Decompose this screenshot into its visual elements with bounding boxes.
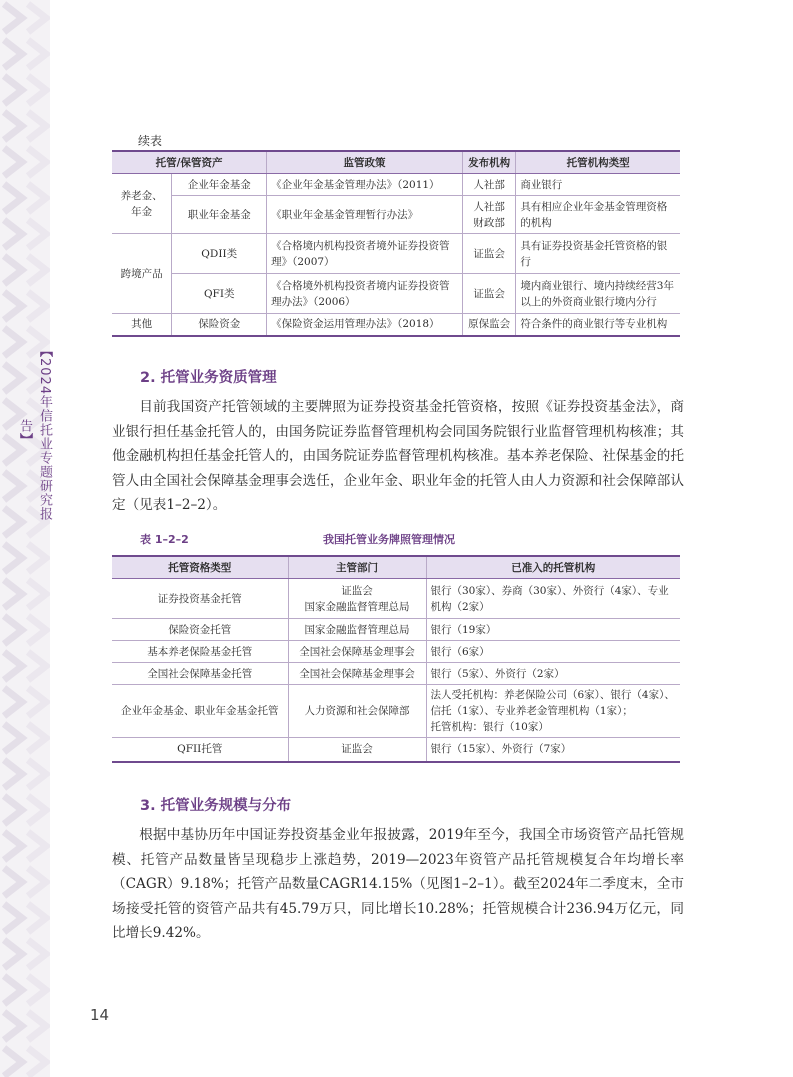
section-heading: 2. 托管业务资质管理: [140, 370, 277, 386]
column-header: 托管机构类型: [516, 151, 680, 174]
bracket-close: 】: [17, 433, 32, 447]
approved-custodians-cell: 银行（30家）、券商（30家）、外资行（4家）、专业机构（2家）: [426, 579, 680, 619]
license-type-cell: 保险资金托管: [112, 619, 288, 641]
asset-type-cell: QFI类: [172, 274, 267, 314]
issuer-cell: 原保监会: [463, 314, 516, 336]
table-row: [112, 196, 680, 234]
authority-cell: 全国社会保障基金理事会: [288, 663, 426, 685]
chevron-pattern: [0, 0, 50, 1077]
table-title: 我国托管业务牌照管理情况: [323, 533, 455, 546]
column-header: 监管政策: [267, 151, 463, 174]
table-header-row: [112, 151, 680, 174]
license-type-cell: 基本养老保险基金托管: [112, 641, 288, 663]
authority-cell: 人力资源和社会保障部: [288, 685, 426, 738]
license-type-cell: 全国社会保障基金托管: [112, 663, 288, 685]
custody-regulation-table: [112, 150, 680, 337]
column-header: 发布机构: [463, 151, 516, 174]
custodian-type-cell: 具有相应企业年金基金管理资格的机构: [516, 196, 680, 234]
table-row: [112, 738, 680, 762]
table-row: [112, 579, 680, 619]
column-header: 托管资格类型: [112, 556, 288, 579]
policy-cell: 《企业年金基金管理办法》（2011）: [267, 174, 463, 196]
table-row: [112, 663, 680, 685]
authority-cell: 国家金融监督管理总局: [288, 619, 426, 641]
authority-cell: 证监会 国家金融监督管理总局: [288, 579, 426, 619]
asset-type-cell: 保险资金: [172, 314, 267, 336]
group-cell: 跨境产品: [112, 234, 172, 314]
custodian-type-cell: 符合条件的商业银行等专业机构: [516, 314, 680, 336]
authority-cell: 全国社会保障基金理事会: [288, 641, 426, 663]
table-row: [112, 685, 680, 738]
asset-type-cell: QDII类: [172, 234, 267, 274]
report-title: 2024年信托业专题研究报告: [17, 358, 52, 522]
table-header-row: [112, 556, 680, 579]
license-type-cell: 证券投资基金托管: [112, 579, 288, 619]
custodian-type-cell: 境内商业银行、境内持续经营3年以上的外资商业银行境内分行: [516, 274, 680, 314]
bracket-open: 【: [37, 344, 52, 359]
column-header: 托管/保管资产: [112, 151, 267, 174]
decorative-side-strip: [0, 0, 50, 1077]
table-number: 表 1–2–2: [140, 533, 189, 546]
section-heading: 3. 托管业务规模与分布: [140, 798, 292, 814]
issuer-cell: 证监会: [463, 234, 516, 274]
policy-cell: 《职业年金基金管理暂行办法》: [267, 196, 463, 234]
approved-custodians-cell: 银行（19家）: [426, 619, 680, 641]
custodian-type-cell: 具有证券投资基金托管资格的银行: [516, 234, 680, 274]
policy-cell: 《合格境内机构投资者境外证券投资管理》（2007）: [267, 234, 463, 274]
group-cell: 其他: [112, 314, 172, 336]
issuer-cell: 人社部 财政部: [463, 196, 516, 234]
approved-custodians-cell: 银行（15家）、外资行（7家）: [426, 738, 680, 762]
issuer-cell: 证监会: [463, 274, 516, 314]
page-number: 14: [90, 1006, 110, 1024]
body-paragraph: 目前我国资产托管领域的主要牌照为证券投资基金托管资格，按照《证券投资基金法》，商业银行担任基金托管人的，由国务院证券监督管理机构会同国务院银行业监督管理机构核准；其他金融机构担任基金托管人的，由国务院证券监督管理机构核准。基本养老保险、社保基金的托管人由全国社会保障基金理事会选任，企业年金、职业年金的托管人由人力资源和社会保障部认定（见表1–2–2）。: [112, 399, 684, 513]
custodian-type-cell: 商业银行: [516, 174, 680, 196]
license-type-cell: QFII托管: [112, 738, 288, 762]
table-row: [112, 274, 680, 314]
policy-cell: 《合格境外机构投资者境内证券投资管理办法》（2006）: [267, 274, 463, 314]
issuer-cell: 人社部: [463, 174, 516, 196]
license-type-cell: 企业年金基金、职业年金基金托管: [112, 685, 288, 738]
asset-type-cell: 职业年金基金: [172, 196, 267, 234]
authority-cell: 证监会: [288, 738, 426, 762]
table-row: [112, 174, 680, 196]
column-header: 已准入的托管机构: [426, 556, 680, 579]
approved-custodians-cell: 法人受托机构：养老保险公司（6家）、银行（4家）、信托（1家）、专业养老金管理机构（1家）； 托管机构：银行（10家）: [426, 685, 680, 738]
body-paragraph: 根据中基协历年中国证券投资基金业年报披露，2019年至今，我国全市场资管产品托管规模、托管产品数量皆呈现稳步上涨趋势，2019—2023年资管产品托管规模复合年均增长率（CAGR）9.18%；托管产品数量CAGR14.15%（见图1–2–1）。截至2024年二季度末，全市场接受托管的资管产品共有45.79万只，同比增长10.28%；托管规模合计236.94万亿元，同比增长9.42%。: [112, 827, 684, 941]
approved-custodians-cell: 银行（6家）: [426, 641, 680, 663]
table-row: [112, 234, 680, 274]
table-row: [112, 314, 680, 336]
column-header: 主管部门: [288, 556, 426, 579]
running-header-vertical: [17, 338, 54, 528]
group-cell: 养老金、年金: [112, 174, 172, 234]
table-row: [112, 641, 680, 663]
asset-type-cell: 企业年金基金: [172, 174, 267, 196]
approved-custodians-cell: 银行（5家）、外资行（2家）: [426, 663, 680, 685]
policy-cell: 《保险资金运用管理办法》（2018）: [267, 314, 463, 336]
license-management-table: [112, 555, 680, 763]
table-row: [112, 619, 680, 641]
continued-table-label: 续表: [138, 134, 163, 148]
